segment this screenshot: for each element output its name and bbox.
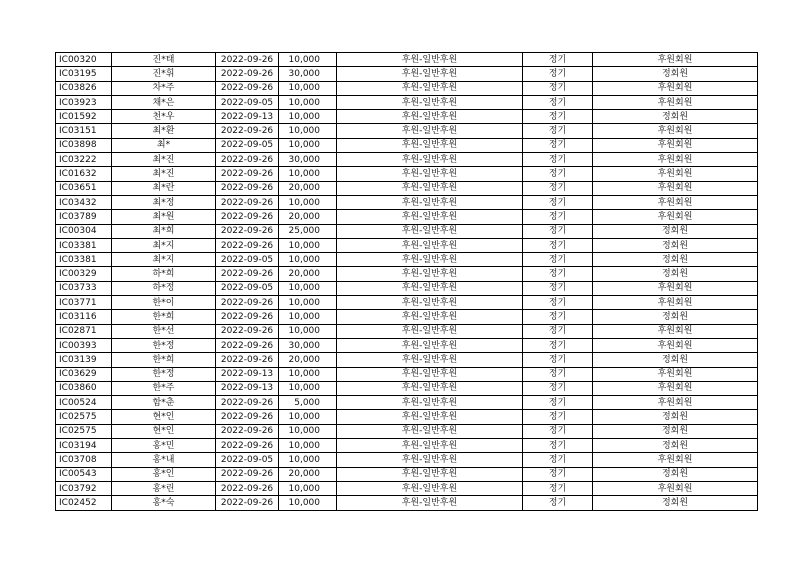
- table-row: [56, 310, 758, 324]
- donor-name-cell: 한*희: [112, 310, 216, 324]
- donation-type-cell: 후원-일반후원: [337, 95, 523, 109]
- payment-cycle-cell: 정기: [523, 167, 593, 181]
- payment-cycle-cell: 정기: [523, 481, 593, 495]
- table-row: [56, 453, 758, 467]
- member-grade-cell: 정회원: [593, 496, 758, 510]
- member-grade-cell: 후원회원: [593, 81, 758, 95]
- donor-name-cell: 진*휘: [112, 67, 216, 81]
- amount-cell: 10,000: [279, 95, 337, 109]
- donation-date-cell: 2022-09-26: [216, 310, 279, 324]
- donation-date-cell: 2022-09-05: [216, 281, 279, 295]
- amount-cell: 10,000: [279, 138, 337, 152]
- donor-name-cell: 현*인: [112, 424, 216, 438]
- donation-type-cell: 후원-일반후원: [337, 167, 523, 181]
- member-id-cell: IC03860: [56, 381, 112, 395]
- payment-cycle-cell: 정기: [523, 453, 593, 467]
- donor-name-cell: 채*은: [112, 95, 216, 109]
- donation-type-cell: 후원-일반후원: [337, 281, 523, 295]
- donor-name-cell: 현*인: [112, 410, 216, 424]
- member-id-cell: IC02871: [56, 324, 112, 338]
- donation-date-cell: 2022-09-26: [216, 238, 279, 252]
- member-id-cell: IC00329: [56, 267, 112, 281]
- member-id-cell: IC03771: [56, 296, 112, 310]
- donation-type-cell: 후원-일반후원: [337, 338, 523, 352]
- member-id-cell: IC03733: [56, 281, 112, 295]
- donation-date-cell: 2022-09-26: [216, 153, 279, 167]
- donor-name-cell: 홍*린: [112, 481, 216, 495]
- amount-cell: 25,000: [279, 224, 337, 238]
- member-id-cell: IC03432: [56, 195, 112, 209]
- donation-type-cell: 후원-일반후원: [337, 124, 523, 138]
- donation-type-cell: 후원-일반후원: [337, 424, 523, 438]
- donation-type-cell: 후원-일반후원: [337, 296, 523, 310]
- donation-date-cell: 2022-09-26: [216, 424, 279, 438]
- amount-cell: 10,000: [279, 281, 337, 295]
- donor-name-cell: 하*정: [112, 281, 216, 295]
- payment-cycle-cell: 정기: [523, 138, 593, 152]
- donor-name-cell: 최*진: [112, 167, 216, 181]
- donor-name-cell: 진*태: [112, 53, 216, 67]
- amount-cell: 10,000: [279, 310, 337, 324]
- table-row: [56, 410, 758, 424]
- amount-cell: 10,000: [279, 238, 337, 252]
- amount-cell: 10,000: [279, 124, 337, 138]
- member-id-cell: IC01632: [56, 167, 112, 181]
- amount-cell: 10,000: [279, 81, 337, 95]
- table-row: [56, 353, 758, 367]
- member-grade-cell: 정회원: [593, 238, 758, 252]
- member-grade-cell: 후원회원: [593, 281, 758, 295]
- payment-cycle-cell: 정기: [523, 95, 593, 109]
- amount-cell: 10,000: [279, 481, 337, 495]
- member-id-cell: IC02575: [56, 424, 112, 438]
- payment-cycle-cell: 정기: [523, 181, 593, 195]
- donation-date-cell: 2022-09-05: [216, 453, 279, 467]
- table-body: [56, 53, 758, 511]
- amount-cell: 10,000: [279, 381, 337, 395]
- member-grade-cell: 후원회원: [593, 95, 758, 109]
- member-grade-cell: 후원회원: [593, 338, 758, 352]
- table-row: [56, 367, 758, 381]
- donation-type-cell: 후원-일반후원: [337, 210, 523, 224]
- table-row: [56, 95, 758, 109]
- member-id-cell: IC00304: [56, 224, 112, 238]
- donation-date-cell: 2022-09-26: [216, 481, 279, 495]
- amount-cell: 10,000: [279, 367, 337, 381]
- table-row: [56, 138, 758, 152]
- member-grade-cell: 후원회원: [593, 138, 758, 152]
- donor-name-cell: 함*춘: [112, 396, 216, 410]
- member-grade-cell: 후원회원: [593, 481, 758, 495]
- table-row: [56, 496, 758, 510]
- donation-table: [55, 52, 758, 511]
- member-grade-cell: 후원회원: [593, 324, 758, 338]
- donor-name-cell: 천*우: [112, 110, 216, 124]
- donation-date-cell: 2022-09-26: [216, 496, 279, 510]
- donation-date-cell: 2022-09-26: [216, 267, 279, 281]
- member-grade-cell: 정회원: [593, 467, 758, 481]
- table-row: [56, 338, 758, 352]
- table-row: [56, 124, 758, 138]
- payment-cycle-cell: 정기: [523, 53, 593, 67]
- member-grade-cell: 후원회원: [593, 181, 758, 195]
- payment-cycle-cell: 정기: [523, 338, 593, 352]
- table-row: [56, 110, 758, 124]
- member-grade-cell: 후원회원: [593, 396, 758, 410]
- payment-cycle-cell: 정기: [523, 424, 593, 438]
- donation-type-cell: 후원-일반후원: [337, 367, 523, 381]
- donor-name-cell: 홍*내: [112, 453, 216, 467]
- table-row: [56, 181, 758, 195]
- member-id-cell: IC00320: [56, 53, 112, 67]
- member-grade-cell: 후원회원: [593, 124, 758, 138]
- member-id-cell: IC03195: [56, 67, 112, 81]
- donation-date-cell: 2022-09-26: [216, 53, 279, 67]
- donor-name-cell: 한*정: [112, 367, 216, 381]
- donor-name-cell: 한*희: [112, 353, 216, 367]
- donor-name-cell: 한*주: [112, 381, 216, 395]
- donor-name-cell: 최*환: [112, 124, 216, 138]
- payment-cycle-cell: 정기: [523, 410, 593, 424]
- donation-date-cell: 2022-09-05: [216, 253, 279, 267]
- donation-date-cell: 2022-09-26: [216, 338, 279, 352]
- member-id-cell: IC00393: [56, 338, 112, 352]
- table-row: [56, 381, 758, 395]
- member-id-cell: IC02575: [56, 410, 112, 424]
- member-grade-cell: 정회원: [593, 267, 758, 281]
- member-grade-cell: 후원회원: [593, 167, 758, 181]
- payment-cycle-cell: 정기: [523, 267, 593, 281]
- amount-cell: 30,000: [279, 67, 337, 81]
- donation-type-cell: 후원-일반후원: [337, 496, 523, 510]
- donor-name-cell: 최*정: [112, 195, 216, 209]
- member-grade-cell: 후원회원: [593, 453, 758, 467]
- table-row: [56, 224, 758, 238]
- table-row: [56, 281, 758, 295]
- donation-date-cell: 2022-09-26: [216, 296, 279, 310]
- member-id-cell: IC00543: [56, 467, 112, 481]
- donation-type-cell: 후원-일반후원: [337, 396, 523, 410]
- donation-type-cell: 후원-일반후원: [337, 138, 523, 152]
- donation-type-cell: 후원-일반후원: [337, 267, 523, 281]
- amount-cell: 10,000: [279, 424, 337, 438]
- donation-date-cell: 2022-09-26: [216, 353, 279, 367]
- table-row: [56, 238, 758, 252]
- donation-date-cell: 2022-09-05: [216, 138, 279, 152]
- payment-cycle-cell: 정기: [523, 253, 593, 267]
- member-id-cell: IC03629: [56, 367, 112, 381]
- amount-cell: 20,000: [279, 467, 337, 481]
- amount-cell: 10,000: [279, 110, 337, 124]
- member-grade-cell: 후원회원: [593, 195, 758, 209]
- donation-date-cell: 2022-09-13: [216, 110, 279, 124]
- donor-name-cell: 홍*민: [112, 439, 216, 453]
- donation-type-cell: 후원-일반후원: [337, 181, 523, 195]
- donation-date-cell: 2022-09-13: [216, 381, 279, 395]
- member-grade-cell: 정회원: [593, 253, 758, 267]
- table-row: [56, 324, 758, 338]
- table-row: [56, 167, 758, 181]
- donation-date-cell: 2022-09-26: [216, 224, 279, 238]
- member-grade-cell: 정회원: [593, 67, 758, 81]
- member-id-cell: IC03381: [56, 253, 112, 267]
- donation-date-cell: 2022-09-26: [216, 195, 279, 209]
- member-id-cell: IC03708: [56, 453, 112, 467]
- donor-name-cell: 한*정: [112, 338, 216, 352]
- donation-type-cell: 후원-일반후원: [337, 453, 523, 467]
- donation-type-cell: 후원-일반후원: [337, 381, 523, 395]
- payment-cycle-cell: 정기: [523, 124, 593, 138]
- amount-cell: 30,000: [279, 153, 337, 167]
- table-row: [56, 53, 758, 67]
- table-row: [56, 67, 758, 81]
- member-id-cell: IC03222: [56, 153, 112, 167]
- payment-cycle-cell: 정기: [523, 281, 593, 295]
- table-row: [56, 153, 758, 167]
- donation-date-cell: 2022-09-13: [216, 367, 279, 381]
- member-grade-cell: 정회원: [593, 410, 758, 424]
- donor-name-cell: 최*: [112, 138, 216, 152]
- table-row: [56, 481, 758, 495]
- amount-cell: 10,000: [279, 410, 337, 424]
- donation-date-cell: 2022-09-26: [216, 410, 279, 424]
- payment-cycle-cell: 정기: [523, 439, 593, 453]
- member-grade-cell: 정회원: [593, 353, 758, 367]
- payment-cycle-cell: 정기: [523, 110, 593, 124]
- donation-date-cell: 2022-09-26: [216, 124, 279, 138]
- donation-date-cell: 2022-09-26: [216, 439, 279, 453]
- payment-cycle-cell: 정기: [523, 467, 593, 481]
- member-grade-cell: 정회원: [593, 110, 758, 124]
- amount-cell: 10,000: [279, 453, 337, 467]
- member-id-cell: IC01592: [56, 110, 112, 124]
- member-id-cell: IC00524: [56, 396, 112, 410]
- amount-cell: 20,000: [279, 267, 337, 281]
- member-grade-cell: 후원회원: [593, 381, 758, 395]
- donation-date-cell: 2022-09-26: [216, 324, 279, 338]
- member-id-cell: IC03898: [56, 138, 112, 152]
- member-id-cell: IC03651: [56, 181, 112, 195]
- donation-type-cell: 후원-일반후원: [337, 238, 523, 252]
- amount-cell: 10,000: [279, 53, 337, 67]
- member-grade-cell: 정회원: [593, 224, 758, 238]
- donation-type-cell: 후원-일반후원: [337, 353, 523, 367]
- payment-cycle-cell: 정기: [523, 396, 593, 410]
- donor-name-cell: 한*이: [112, 296, 216, 310]
- payment-cycle-cell: 정기: [523, 153, 593, 167]
- payment-cycle-cell: 정기: [523, 67, 593, 81]
- donation-type-cell: 후원-일반후원: [337, 53, 523, 67]
- donation-date-cell: 2022-09-26: [216, 67, 279, 81]
- donor-name-cell: 홍*인: [112, 467, 216, 481]
- payment-cycle-cell: 정기: [523, 81, 593, 95]
- member-grade-cell: 정회원: [593, 439, 758, 453]
- table-row: [56, 296, 758, 310]
- member-grade-cell: 후원회원: [593, 53, 758, 67]
- member-id-cell: IC03194: [56, 439, 112, 453]
- donor-name-cell: 최*란: [112, 181, 216, 195]
- table-row: [56, 267, 758, 281]
- payment-cycle-cell: 정기: [523, 238, 593, 252]
- donation-type-cell: 후원-일반후원: [337, 67, 523, 81]
- member-grade-cell: 정회원: [593, 424, 758, 438]
- member-id-cell: IC03381: [56, 238, 112, 252]
- amount-cell: 10,000: [279, 439, 337, 453]
- table-row: [56, 439, 758, 453]
- amount-cell: 5,000: [279, 396, 337, 410]
- amount-cell: 30,000: [279, 338, 337, 352]
- donation-type-cell: 후원-일반후원: [337, 253, 523, 267]
- payment-cycle-cell: 정기: [523, 353, 593, 367]
- donation-date-cell: 2022-09-05: [216, 95, 279, 109]
- donor-name-cell: 최*지: [112, 238, 216, 252]
- amount-cell: 10,000: [279, 496, 337, 510]
- member-id-cell: IC03789: [56, 210, 112, 224]
- table-row: [56, 195, 758, 209]
- donation-date-cell: 2022-09-26: [216, 167, 279, 181]
- payment-cycle-cell: 정기: [523, 324, 593, 338]
- member-id-cell: IC03139: [56, 353, 112, 367]
- donation-type-cell: 후원-일반후원: [337, 195, 523, 209]
- amount-cell: 20,000: [279, 181, 337, 195]
- donor-name-cell: 차*주: [112, 81, 216, 95]
- table-row: [56, 396, 758, 410]
- amount-cell: 10,000: [279, 195, 337, 209]
- donation-type-cell: 후원-일반후원: [337, 310, 523, 324]
- donor-name-cell: 홍*숙: [112, 496, 216, 510]
- amount-cell: 20,000: [279, 210, 337, 224]
- payment-cycle-cell: 정기: [523, 496, 593, 510]
- donation-type-cell: 후원-일반후원: [337, 81, 523, 95]
- donation-date-cell: 2022-09-26: [216, 81, 279, 95]
- amount-cell: 10,000: [279, 324, 337, 338]
- member-grade-cell: 후원회원: [593, 153, 758, 167]
- donation-date-cell: 2022-09-26: [216, 181, 279, 195]
- donation-date-cell: 2022-09-26: [216, 210, 279, 224]
- table-row: [56, 467, 758, 481]
- member-grade-cell: 후원회원: [593, 367, 758, 381]
- member-grade-cell: 후원회원: [593, 296, 758, 310]
- donor-name-cell: 최*진: [112, 153, 216, 167]
- donation-type-cell: 후원-일반후원: [337, 410, 523, 424]
- member-id-cell: IC03923: [56, 95, 112, 109]
- donation-type-cell: 후원-일반후원: [337, 467, 523, 481]
- donor-name-cell: 최*지: [112, 253, 216, 267]
- payment-cycle-cell: 정기: [523, 224, 593, 238]
- donation-date-cell: 2022-09-26: [216, 467, 279, 481]
- table-row: [56, 424, 758, 438]
- amount-cell: 10,000: [279, 296, 337, 310]
- table-row: [56, 81, 758, 95]
- payment-cycle-cell: 정기: [523, 381, 593, 395]
- donation-type-cell: 후원-일반후원: [337, 224, 523, 238]
- member-id-cell: IC02452: [56, 496, 112, 510]
- donation-type-cell: 후원-일반후원: [337, 153, 523, 167]
- amount-cell: 20,000: [279, 353, 337, 367]
- donation-type-cell: 후원-일반후원: [337, 324, 523, 338]
- donor-name-cell: 하*희: [112, 267, 216, 281]
- member-grade-cell: 후원회원: [593, 210, 758, 224]
- amount-cell: 10,000: [279, 167, 337, 181]
- payment-cycle-cell: 정기: [523, 367, 593, 381]
- member-grade-cell: 정회원: [593, 310, 758, 324]
- donor-name-cell: 최*원: [112, 210, 216, 224]
- payment-cycle-cell: 정기: [523, 210, 593, 224]
- donation-type-cell: 후원-일반후원: [337, 481, 523, 495]
- member-id-cell: IC03116: [56, 310, 112, 324]
- member-id-cell: IC03792: [56, 481, 112, 495]
- member-id-cell: IC03151: [56, 124, 112, 138]
- donation-type-cell: 후원-일반후원: [337, 439, 523, 453]
- payment-cycle-cell: 정기: [523, 195, 593, 209]
- donation-type-cell: 후원-일반후원: [337, 110, 523, 124]
- donor-name-cell: 최*희: [112, 224, 216, 238]
- table-row: [56, 253, 758, 267]
- donor-name-cell: 한*선: [112, 324, 216, 338]
- payment-cycle-cell: 정기: [523, 310, 593, 324]
- donation-date-cell: 2022-09-26: [216, 396, 279, 410]
- payment-cycle-cell: 정기: [523, 296, 593, 310]
- member-id-cell: IC03826: [56, 81, 112, 95]
- table-row: [56, 210, 758, 224]
- amount-cell: 10,000: [279, 253, 337, 267]
